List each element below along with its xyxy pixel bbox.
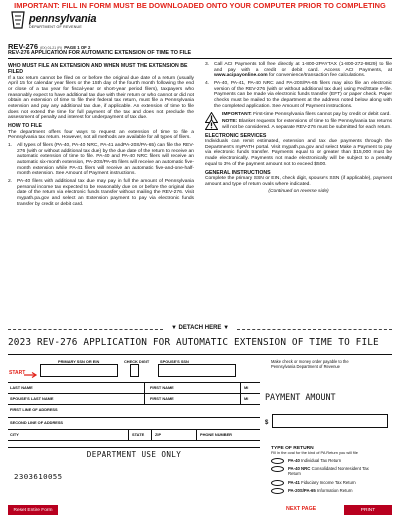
state-label: STATE <box>132 432 145 437</box>
keystone-icon <box>11 11 25 29</box>
option-pa40nrc[interactable]: PA-40 NRC Consolidated Nonresident Tax Return <box>271 467 373 477</box>
warning-icon <box>205 119 218 130</box>
type-of-return-hint: Fill in the oval for the kind of PA Return you will file <box>271 450 358 455</box>
spouse-ssn-label: SPOUSE'S SSN <box>160 359 189 364</box>
last-name-label: LAST NAME <box>10 385 33 390</box>
important-banner: IMPORTANT: FILL IN FORM MUST BE DOWNLOADED ONTO YOUR COMPUTER PRIOR TO COMPLETING <box>14 1 386 10</box>
list-item-2: 2. PA-40 filers with additional tax due may pay in full the amount of Pennsylvania personal income tax expected to be reasonably due on or before the original due date of the return via electronic funds transfer without mailing the REV-276. Visit mypath.pa.gov and select an Extension payment to pay via electronic funds transfer by credit or debit card. <box>8 179 194 207</box>
dollar-sign: $ <box>265 420 269 426</box>
oval-radio[interactable] <box>271 488 284 494</box>
start-label: START <box>9 370 26 376</box>
address-row-top <box>8 404 260 405</box>
phone-label: PHONE NUMBER <box>200 432 232 437</box>
detach-dash-right <box>237 329 392 330</box>
pa-logo <box>11 11 121 41</box>
oval-radio[interactable] <box>271 466 284 472</box>
mi-label: MI <box>244 385 249 390</box>
type-of-return-heading: TYPE OF RETURN <box>271 446 314 451</box>
barcode-number: 2303610055 <box>14 472 63 481</box>
option-pa20s[interactable]: PA-20S/PA-65 Information Return <box>271 489 373 494</box>
first-address-label: FIRST LINE OF ADDRESS <box>10 407 58 412</box>
form-title: REV-276 APPLICATION FOR AUTOMATIC EXTENSION OF TIME TO FILE <box>8 50 192 56</box>
print-button[interactable]: PRINT <box>344 505 392 515</box>
spouse-ssn-field[interactable] <box>158 364 236 377</box>
state-divider <box>128 429 129 440</box>
coupon-rule <box>8 354 392 355</box>
arrow-right-icon <box>24 372 38 378</box>
left-column <box>8 62 194 210</box>
oval-radio[interactable] <box>271 480 284 486</box>
payment-amount-label: PAYMENT AMOUNT <box>265 392 336 402</box>
city-label: CITY <box>10 432 19 437</box>
city-row-bottom <box>8 440 260 441</box>
spouse-last-name-label: SPOUSE'S LAST NAME <box>10 396 54 401</box>
form-number: REV-276 (EX) 01-21 (FI) PAGE 1 OF 2 <box>8 42 91 51</box>
spouse-row-top <box>8 393 260 394</box>
oval-radio[interactable] <box>271 458 284 464</box>
option-pa40[interactable]: PA-40 Individual Tax Return <box>271 459 373 464</box>
payment-amount-field[interactable] <box>272 414 388 428</box>
type-of-return <box>271 446 373 494</box>
detach-here: ▼ DETACH HERE ▼ <box>170 325 230 331</box>
next-page-link[interactable]: NEXT PAGE <box>286 506 317 512</box>
primary-ssn-field[interactable] <box>40 364 118 377</box>
phone-divider <box>196 429 197 440</box>
heading-electronic-services: ELECTRONIC SERVICES <box>205 132 267 139</box>
heading-who-must-file: WHO MUST FILE AN EXTENSION AND WHEN MUST THE EXTENSION BE FILED <box>8 63 188 76</box>
para-general-instructions: Complete the primary SSN or EIN, check digit, spouse's SSN (if applicable), payment amount and type of return ovals where indicated. <box>205 176 392 187</box>
check-digit-field[interactable] <box>130 364 139 377</box>
spouse-mi-label: MI <box>244 396 249 401</box>
title-rule <box>8 58 392 59</box>
list-item-3: 3. Call ACI Payments toll free directly at 1-800-2PAYTAX (1-800-272-9829) to file and pay with a credit or debit card. Access ACI Payments, at www.acipayonline.com for convenience/transaction fee calculations. <box>205 62 392 79</box>
option-pa41[interactable]: PA-41 Fiduciary Income Tax Return <box>271 481 373 486</box>
reset-form-button[interactable]: Reset Entire Form <box>8 505 58 515</box>
spouse-first-name-label: FIRST NAME <box>150 396 174 401</box>
logo-name: pennsylvania <box>29 13 97 25</box>
second-address-label: SECOND LINE OF ADDRESS <box>10 420 64 425</box>
continued-note: (Continued on reverse side) <box>268 189 329 195</box>
check-digit-label: CHECK DIGIT <box>124 359 150 364</box>
department-use-only: DEPARTMENT USE ONLY <box>86 450 182 459</box>
right-column <box>205 62 392 197</box>
zip-label: ZIP <box>155 432 162 437</box>
first-name-label: FIRST NAME <box>150 385 174 390</box>
address2-row-top <box>8 417 260 418</box>
para-how-to-file: The department offers four ways to request an extension of time to file a Pennsylvania tax return. However, not all methods are available for all types of filers. <box>8 129 194 141</box>
zip-divider <box>151 429 152 440</box>
heading-how-to-file: HOW TO FILE <box>8 123 42 130</box>
primary-ssn-label: PRIMARY SSN OR EIN <box>58 359 100 364</box>
dept-use-rule <box>8 447 260 448</box>
important-note: IMPORTANT: First-time Pennsylvania filers cannot pay by credit or debit card. <box>205 112 392 118</box>
make-check-note: Make check or money order payable to the Pennsylvania Department of Revenue <box>271 359 349 369</box>
blanket-note: NOTE: Blanket requests for extensions of time to file Pennsylvania tax returns will not be considered. A separate REV-276 must be submitted for each return. <box>205 119 392 130</box>
list-item-1: 1. All types of filers (PA-40, PA-40 NRC, PA-41 andPA-20S/PA-65) can file the REV-276 (with or without additional tax due) by the due date of the return to receive an automatic extension of time to file. PA-40 and PA-40 NRC filers will receive an automatic six-month extension, PA-20S/PA-65 filers will receive an automatic five-month extension while PA-41 filers will receive an automatic five-and-one-half-month extension. See Amount of Payment instructions. <box>8 142 194 177</box>
city-row-top <box>8 429 260 430</box>
heading-general-instructions: GENERAL INSTRUCTIONS <box>205 169 271 176</box>
name-row-top <box>8 382 260 383</box>
para-who-must-file: If a tax return cannot be filed on or before the original due date of a return (usually April 15 for calendar year filers or the 15th day of the fourth month following the end or close of a tax year for fiscal-year or short-year period filers), taxpayers who reasonably expect to have additional tax due with their return or who cannot or did not obtain an extension of time to file their federal tax return, must file a Pennsylvania extension and pay any additional tax due, if applicable. An extension of time to file does not extend the time for full payment of the tax and does not preclude the assessment of penalty and interest for underpayment of tax due. <box>8 75 194 121</box>
para-electronic-services: Individuals can remit estimated, extension and tax due payments through the Department's myPATH portal. Visit mypath.pa.gov and select Make a Payment to pay via electronic funds transfer. Payments equal to or greater than $15,000 must be made electronically. Payments not made electronically will be subject to a penalty equal to 3% of the payment amount not to exceed $500. <box>205 139 392 167</box>
list-item-4: 4. PA-40, PA-41, PA-40 NRC and PA-20S/PA-65 filers may also file an electronic version of the REV-276 (with or without additional tax due) using Fed/State e-file. Payments can be made via electronic funds transfer (EFT) or paper check. Paper checks must be mailed to the department at the address noted below along with the completed application. See Amount of Payment instructions. <box>205 81 392 109</box>
logo-department: DEPARTMENT OF REVENUE <box>29 25 82 29</box>
coupon-title: 2023 REV-276 APPLICATION FOR AUTOMATIC EXTENSION OF TIME TO FILE <box>8 337 379 348</box>
